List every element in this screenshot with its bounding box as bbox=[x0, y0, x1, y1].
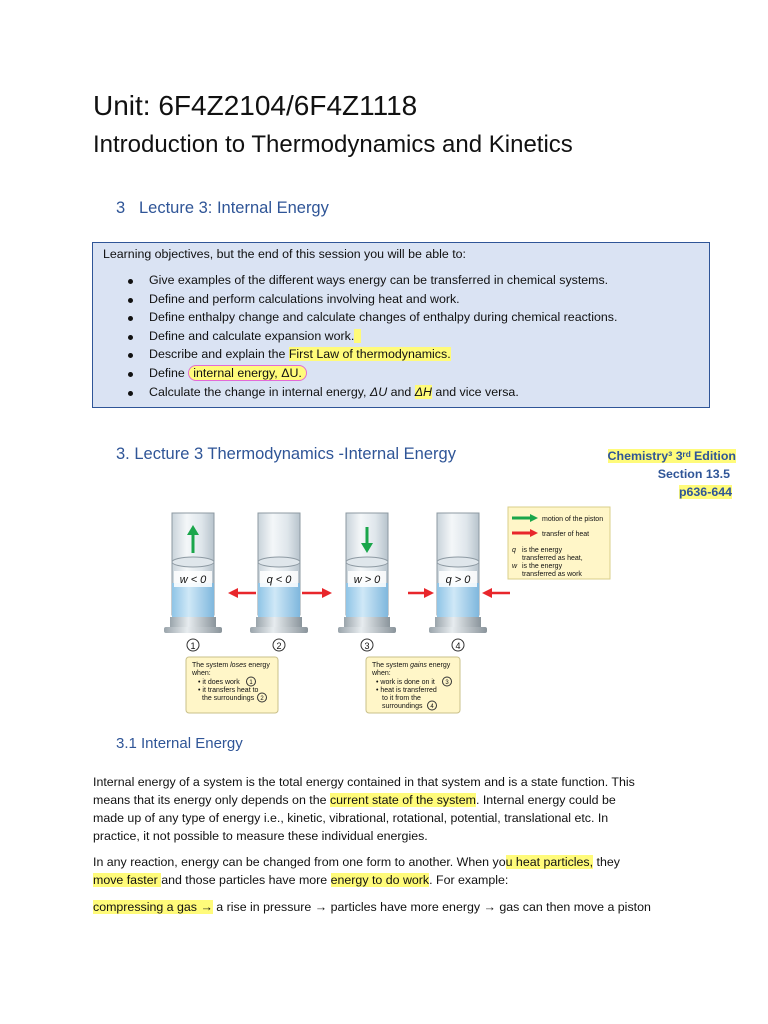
paragraph-example bbox=[93, 898, 651, 916]
reference-book bbox=[608, 449, 736, 463]
note-text: surroundings bbox=[382, 703, 423, 710]
section-heading-internal-energy: 3.1 Internal Energy bbox=[116, 735, 243, 752]
note-text: The system bbox=[372, 662, 411, 669]
legend-piston: motion of the piston bbox=[542, 516, 604, 523]
unit-title: Unit: 6F4Z2104/6F4Z1118 bbox=[93, 90, 418, 121]
legend-w-2: transferred as work bbox=[522, 571, 582, 578]
objective-text: Describe and explain the bbox=[149, 347, 289, 362]
reference-book-text: Chemistry³ 3ʳᵈ Edition bbox=[607, 449, 736, 463]
note-text: The system bbox=[192, 662, 231, 669]
note-text: • heat is transferred bbox=[376, 687, 437, 694]
objective-text: and vice versa. bbox=[431, 384, 519, 399]
note-circled-number: 4 bbox=[430, 704, 434, 710]
paragraph-line: made up of any type of energy i.e., kinetic, vibrational, rotational, potential, translational etc. In bbox=[93, 811, 609, 825]
svg-text:w: w bbox=[512, 563, 518, 570]
objective-text: Calculate the change in internal energy, bbox=[149, 384, 370, 399]
figure-legend bbox=[508, 507, 610, 579]
note-circled-number: 1 bbox=[249, 680, 253, 686]
legend-heat: transfer of heat bbox=[542, 531, 590, 538]
cylinder-4 bbox=[429, 513, 487, 651]
objective-text: Give examples of the different ways energy can be transferred in chemical systems. bbox=[149, 273, 609, 287]
note-text: • it does work bbox=[198, 679, 240, 686]
cylinder-number: 3 bbox=[364, 641, 370, 651]
legend-w-1: is the energy bbox=[522, 563, 563, 570]
objective-item bbox=[93, 273, 617, 292]
objectives-intro: Learning objectives, but the end of this session you will be able to: bbox=[103, 247, 466, 261]
svg-text:The system gains energy bbox=[372, 662, 451, 669]
objective-item bbox=[93, 347, 617, 366]
paragraph-line bbox=[93, 871, 620, 889]
objective-text: Define bbox=[149, 365, 189, 380]
svg-text:q: q bbox=[512, 547, 516, 554]
highlight-mark bbox=[354, 329, 361, 343]
section-heading-thermodynamics: 3. Lecture 3 Thermodynamics -Internal Energy bbox=[116, 445, 456, 463]
delta-u: ΔU bbox=[369, 384, 388, 399]
note-text: • it transfers heat to bbox=[198, 687, 259, 694]
text-run: In any reaction, energy can be changed from one form to another. When yo bbox=[93, 855, 506, 869]
cylinder-number: 4 bbox=[455, 641, 461, 651]
note-text: gains bbox=[410, 662, 427, 669]
highlight-move-faster: move faster bbox=[93, 873, 162, 887]
cylinder-1 bbox=[164, 513, 222, 651]
loses-energy-note bbox=[186, 657, 278, 713]
reference-pages bbox=[679, 485, 732, 499]
cylinder-number: 1 bbox=[190, 641, 196, 651]
highlight-energy-to-do-work: energy to do work bbox=[330, 873, 430, 887]
note-text: the surroundings bbox=[202, 695, 255, 702]
objectives-list bbox=[93, 273, 617, 403]
section-title: Lecture 3: Internal Energy bbox=[139, 199, 329, 217]
objective-item bbox=[93, 329, 617, 348]
objective-text: Define and calculate expansion work. bbox=[149, 328, 355, 343]
note-circled-number: 3 bbox=[445, 680, 449, 686]
cylinder-3 bbox=[338, 513, 396, 651]
section-heading-lecture-3 bbox=[116, 199, 329, 218]
objective-item bbox=[93, 292, 617, 311]
text-run: a rise in pressure → particles have more energy → gas can then move a piston bbox=[212, 900, 651, 914]
cylinder-number: 2 bbox=[276, 641, 282, 651]
learning-objectives-box bbox=[92, 242, 710, 408]
reference-pages-text: p636-644 bbox=[678, 485, 732, 499]
course-title: Introduction to Thermodynamics and Kinetics bbox=[93, 131, 573, 158]
delta-h: ΔH bbox=[414, 384, 432, 399]
cylinder-label: q < 0 bbox=[266, 574, 292, 586]
note-text: to it from the bbox=[382, 695, 421, 702]
objective-text: Define enthalpy change and calculate changes of enthalpy during chemical reactions. bbox=[149, 310, 618, 325]
note-circled-number: 2 bbox=[260, 696, 264, 702]
objective-text: Define and perform calculations involving heat and work. bbox=[149, 291, 460, 306]
svg-text:The system loses energy bbox=[192, 662, 270, 669]
highlight-compressing-gas: compressing a gas → bbox=[93, 900, 213, 914]
highlight-heat-particles: u heat particles, bbox=[505, 855, 594, 869]
section-number: 3 bbox=[116, 199, 126, 217]
text-run: they bbox=[593, 855, 620, 869]
reference-section: Section 13.5 bbox=[657, 467, 730, 481]
paragraph-energy-change bbox=[93, 853, 620, 889]
objective-item bbox=[93, 310, 617, 329]
text-run: and those particles have more bbox=[161, 873, 331, 887]
piston-figure bbox=[160, 505, 620, 720]
paragraph-internal-energy bbox=[93, 773, 635, 845]
objective-text: and bbox=[387, 384, 415, 399]
note-text: when: bbox=[372, 670, 391, 677]
highlight-first-law: First Law of thermodynamics. bbox=[288, 347, 451, 362]
cylinder-label: q > 0 bbox=[445, 574, 471, 586]
cylinder-label: w < 0 bbox=[179, 574, 207, 586]
gains-energy-note bbox=[366, 657, 460, 713]
cylinder-2 bbox=[250, 513, 308, 651]
note-text: energy bbox=[246, 662, 270, 669]
text-run: means that its energy only depends on the bbox=[93, 793, 330, 807]
text-run: . Internal energy could be bbox=[475, 793, 616, 807]
legend-q-1: is the energy bbox=[522, 547, 563, 554]
objective-item bbox=[93, 385, 617, 404]
cylinder-label: w > 0 bbox=[353, 574, 381, 586]
note-text: when: bbox=[192, 670, 211, 677]
paragraph-line: practice, it not possible to measure these individual energies. bbox=[93, 829, 428, 843]
paragraph-line bbox=[93, 791, 635, 809]
note-text: loses bbox=[230, 662, 247, 669]
legend-q-2: transferred as heat, bbox=[522, 555, 583, 562]
paragraph-line bbox=[93, 853, 620, 871]
highlight-current-state: current state of the system bbox=[329, 793, 476, 807]
objective-item bbox=[93, 366, 617, 385]
highlight-internal-energy: internal energy, ΔU. bbox=[188, 365, 307, 381]
note-text: • work is done on it bbox=[376, 679, 435, 686]
paragraph-line: Internal energy of a system is the total energy contained in that system and is a state function. This bbox=[93, 775, 635, 789]
text-run: . For example: bbox=[429, 873, 509, 887]
note-text: energy bbox=[426, 662, 451, 669]
